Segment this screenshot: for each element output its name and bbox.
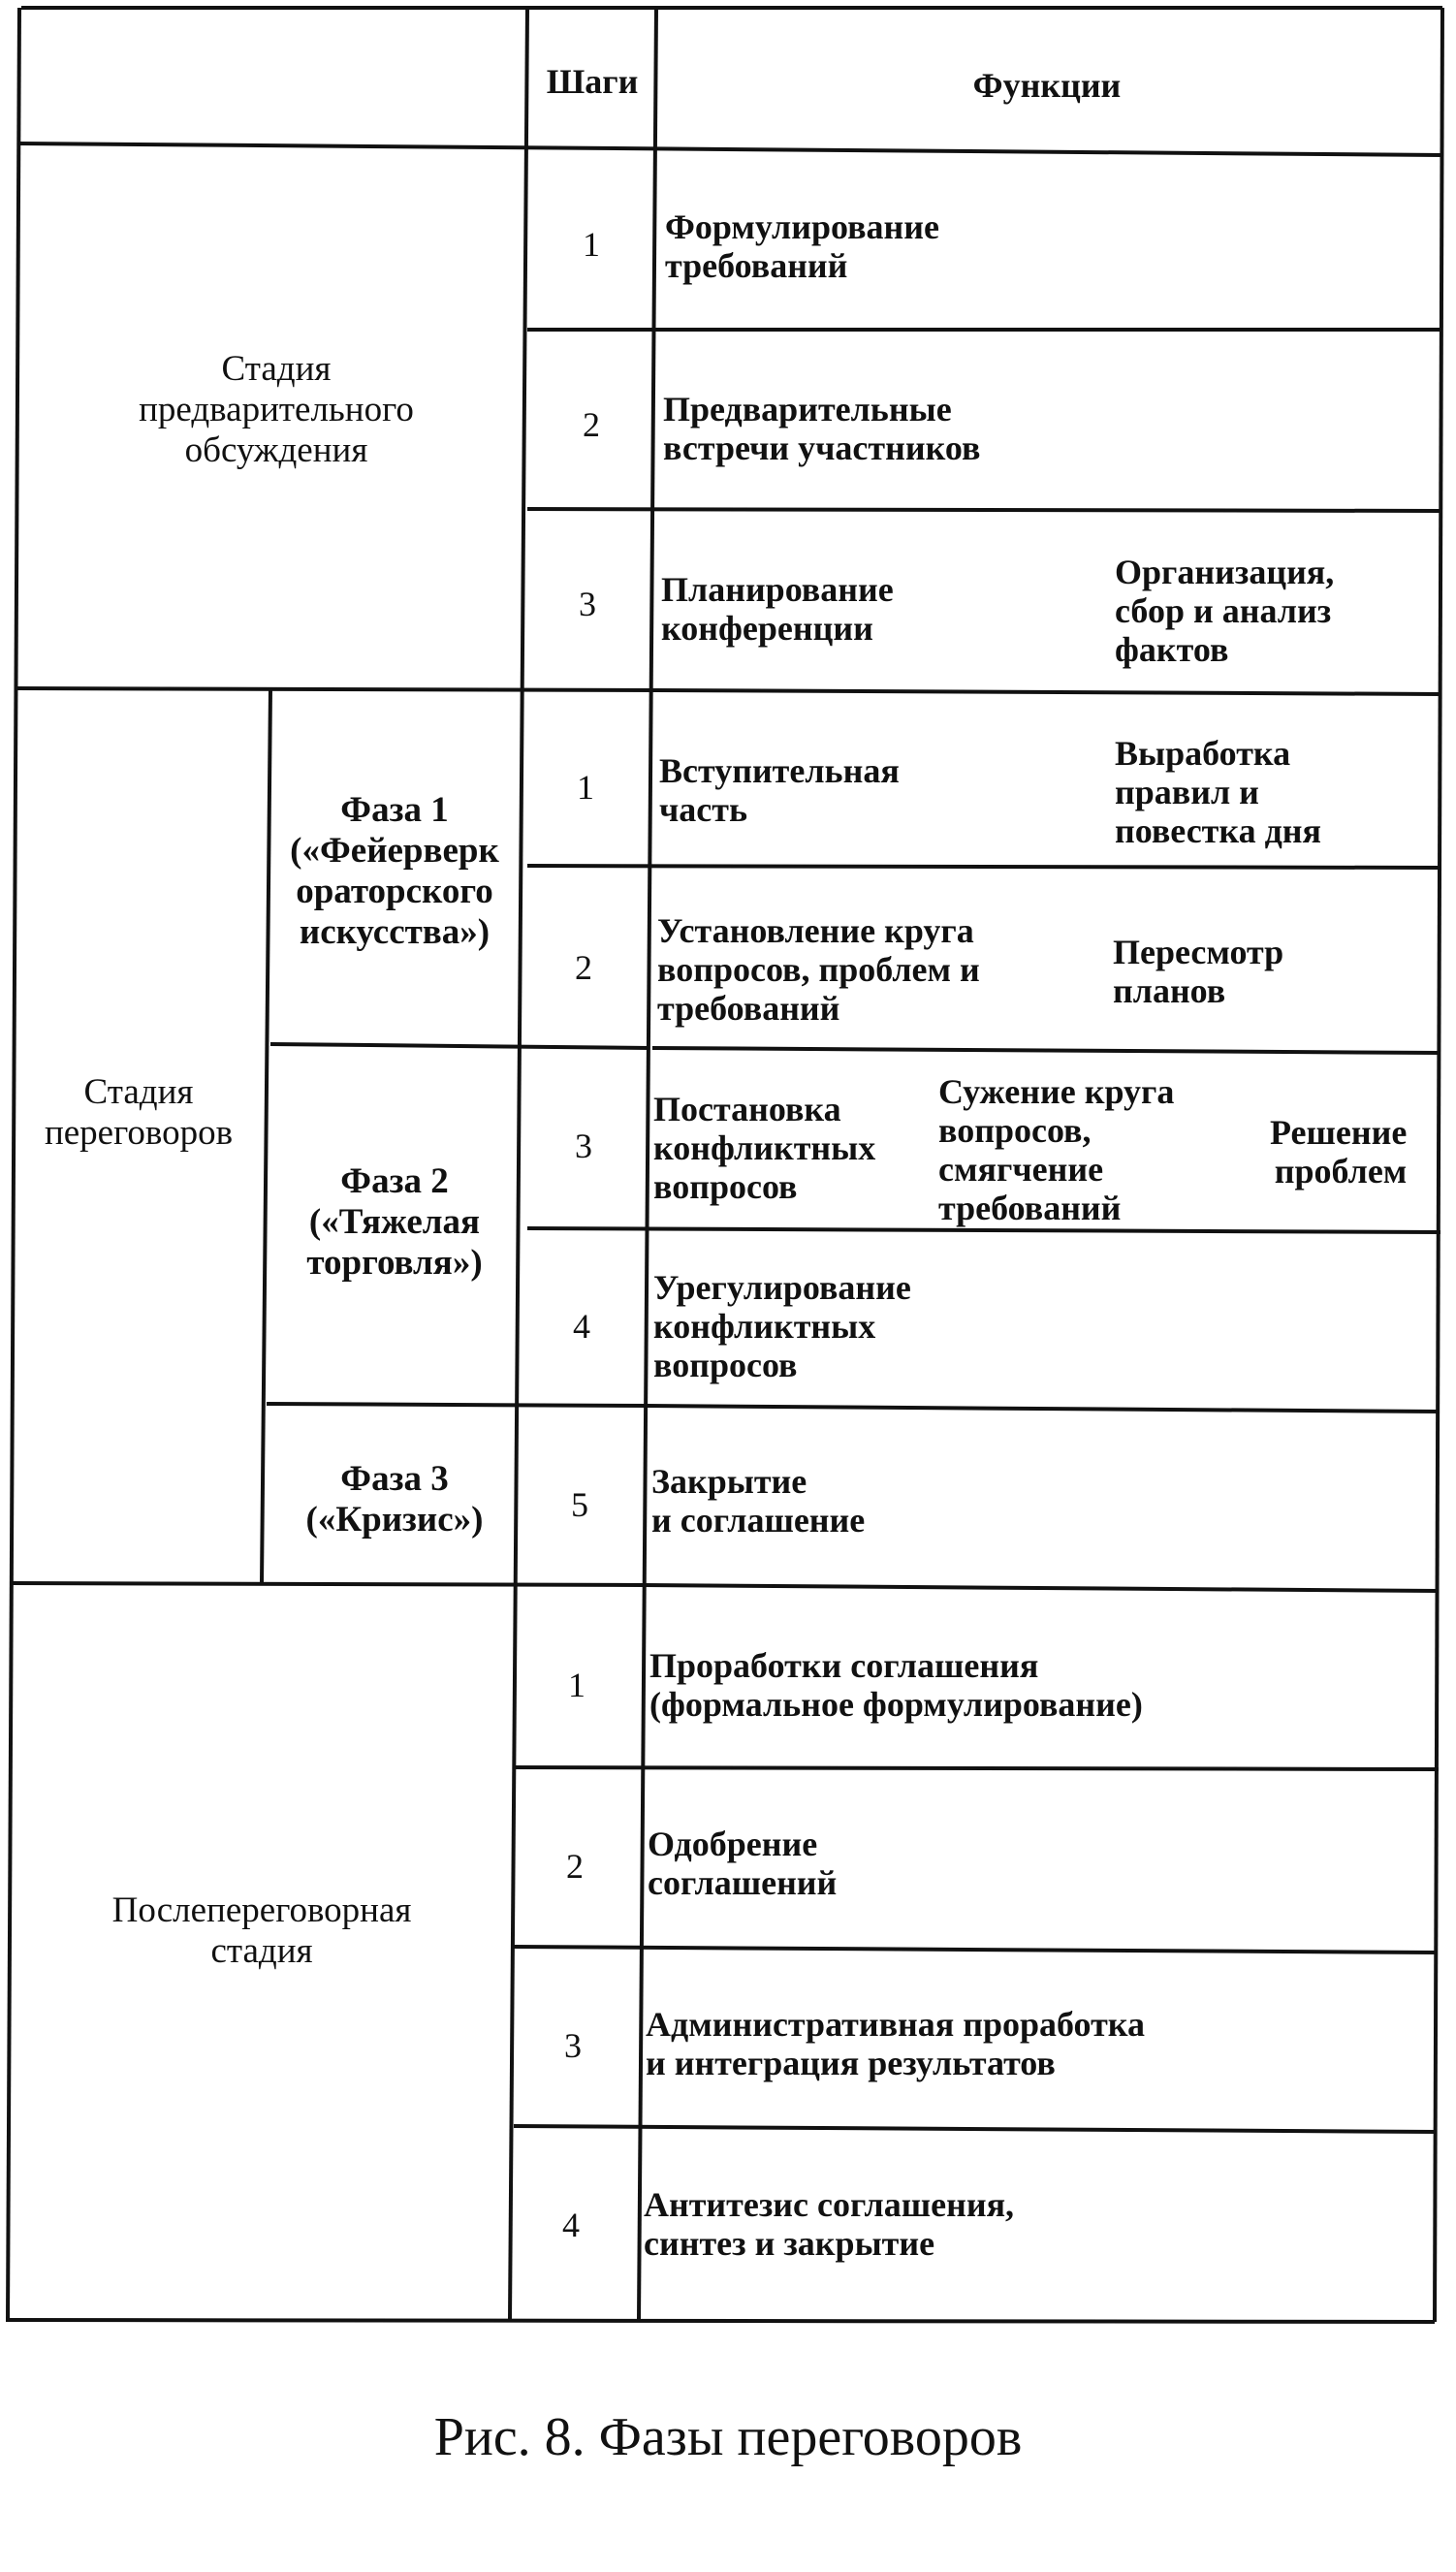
step-number: 3	[564, 2026, 582, 2065]
function-text: Планирование конференции	[661, 570, 894, 648]
function-text: Решение проблем	[1270, 1113, 1408, 1191]
function-text: Антитезис соглашения, синтез и закрытие	[644, 2185, 1015, 2263]
function-text: Выработка правил и повестка дня	[1115, 734, 1321, 850]
function-text: Предварительные встречи участников	[663, 390, 981, 467]
phase-1: Фаза 1 («Фейерверк ораторского искусства»)	[290, 790, 499, 952]
step-number: 2	[575, 948, 592, 987]
stage-post-negotiation: Послепереговорная стадия	[111, 1890, 412, 1971]
function-text: Постановка конфликтных вопросов	[653, 1090, 876, 1206]
step-number: 2	[583, 405, 600, 444]
step-number: 1	[577, 768, 594, 807]
function-text: Закрытие и соглашение	[651, 1462, 866, 1540]
phase-3: Фаза 3 («Кризис»)	[305, 1459, 484, 1540]
figure-caption: Рис. 8. Фазы переговоров	[433, 2407, 1023, 2467]
step-number: 4	[573, 1307, 590, 1346]
step-number: 3	[575, 1127, 592, 1165]
function-text: Вступительная часть	[659, 751, 900, 829]
step-number: 1	[568, 1666, 586, 1704]
step-number: 5	[571, 1485, 588, 1524]
function-text: Формулирование требований	[665, 207, 939, 285]
step-number: 4	[562, 2206, 580, 2244]
header-steps: Шаги	[546, 62, 639, 101]
function-text: Сужение круга вопросов, смягчение требований	[938, 1072, 1175, 1227]
function-text: Установление круга вопросов, проблем и требований	[657, 911, 980, 1028]
function-text: Пересмотр планов	[1113, 933, 1284, 1010]
function-text: Одобрение соглашений	[648, 1825, 838, 1902]
function-text: Организация, сбор и анализ фактов	[1115, 553, 1335, 669]
step-number: 2	[566, 1847, 584, 1886]
function-text: Административная проработка и интеграция результатов	[646, 2005, 1145, 2082]
stage-negotiation: Стадия переговоров	[44, 1072, 234, 1153]
stage-pre-negotiation: Стадия предварительного обсуждения	[139, 349, 414, 470]
function-text: Урегулирование конфликтных вопросов	[653, 1268, 911, 1384]
phase-2: Фаза 2 («Тяжелая торговля»)	[306, 1161, 483, 1283]
step-number: 1	[583, 225, 600, 264]
step-number: 3	[579, 585, 596, 623]
header-functions: Функции	[972, 66, 1122, 105]
function-text: Проработки соглашения (формальное формулирование)	[649, 1646, 1143, 1724]
